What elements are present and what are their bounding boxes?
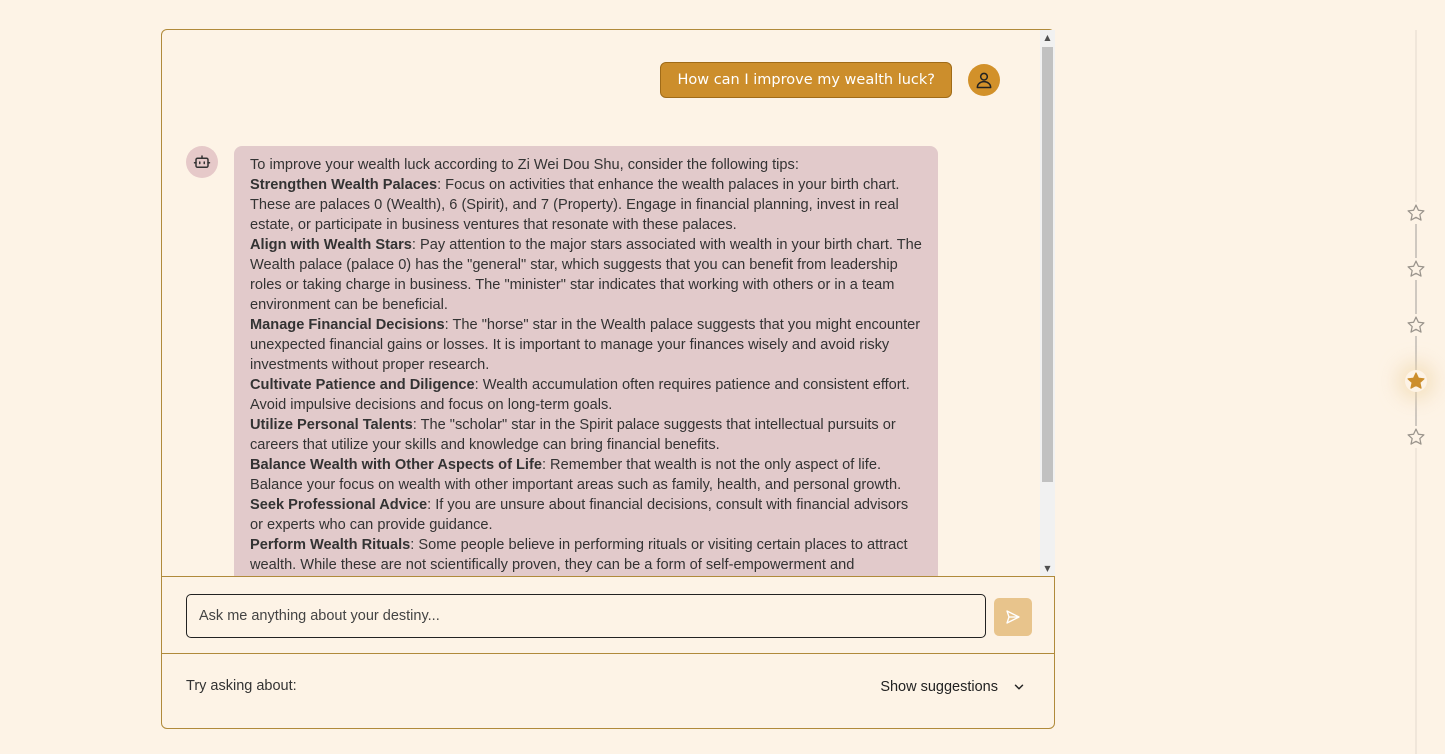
- chat-panel: [161, 29, 1055, 729]
- bot-tip-title: Utilize Personal Talents: [250, 417, 413, 433]
- scroll-up-arrow-icon[interactable]: ▲: [1044, 33, 1051, 42]
- bot-avatar: [186, 146, 218, 178]
- bot-tip-text: : Wealth accumulation often requires patience and consistent effort. Avoid impulsive decisions and focus on long-term goals.: [250, 377, 910, 413]
- suggestions-label: Try asking about:: [186, 678, 297, 694]
- star-icon[interactable]: [1405, 370, 1427, 392]
- star-icon[interactable]: [1405, 202, 1427, 224]
- bot-tip-title: Manage Financial Decisions: [250, 317, 445, 333]
- show-suggestions-button[interactable]: [880, 670, 1026, 704]
- bot-tip-text: : Pay attention to the major stars associated with wealth in your birth chart. The Wealth palace (palace 0) has the "general" star, which suggests that you can benefit from leadership roles or taking charge in business. The "minister" star indicates that working with others or in a team environment can be beneficial.: [250, 237, 922, 313]
- bot-tip-title: Seek Professional Advice: [250, 497, 428, 513]
- bot-tip-title: Perform Wealth Rituals: [250, 537, 411, 553]
- user-message-bubble: How can I improve my wealth luck?: [660, 62, 952, 98]
- show-suggestions-label: Show suggestions: [880, 679, 998, 695]
- bot-tip: [250, 175, 922, 235]
- send-icon: [1005, 609, 1021, 625]
- input-area: [162, 576, 1054, 654]
- bot-tip: [250, 455, 922, 495]
- send-button[interactable]: [994, 598, 1032, 636]
- bot-tip: [250, 535, 922, 575]
- scrollbar-thumb[interactable]: [1042, 47, 1053, 482]
- suggestions-bar: [162, 654, 1054, 728]
- message-scrollbar[interactable]: [1040, 30, 1055, 576]
- bot-tip-title: Strengthen Wealth Palaces: [250, 177, 438, 193]
- bot-tip-text: : The "scholar" star in the Spirit palace suggests that intellectual pursuits or careers that utilize your skills and knowledge can bring financial benefits.: [250, 417, 896, 453]
- bot-tip-text: : The "horse" star in the Wealth palace suggests that you might encounter unexpected financial gains or losses. It is important to manage your finances wisely and avoid risky investments without proper research.: [250, 317, 921, 373]
- bot-tip: [250, 415, 922, 455]
- bot-tip: [250, 315, 922, 375]
- bot-tip-title: Align with Wealth Stars: [250, 237, 412, 253]
- user-avatar: [968, 64, 1000, 96]
- bot-tip-title: Cultivate Patience and Diligence: [250, 377, 475, 393]
- bot-tip-text: : Some people believe in performing rituals or visiting certain places to attract wealth. While these are not scientifically proven, they can be a form of self-empowerment and: [250, 537, 908, 573]
- message-list: [162, 30, 1040, 576]
- bot-tip: [250, 375, 922, 415]
- robot-icon: [193, 153, 211, 171]
- bot-tip: [250, 235, 922, 315]
- bot-tip: [250, 495, 922, 535]
- star-icon[interactable]: [1405, 314, 1427, 336]
- star-icon[interactable]: [1405, 258, 1427, 280]
- bot-message-bubble: [234, 146, 938, 576]
- chevron-down-icon: [1012, 680, 1026, 694]
- bot-tip-text: : Remember that wealth is not the only aspect of life. Balance your focus on wealth with other important areas such as family, health, and personal growth.: [250, 457, 902, 493]
- chat-input[interactable]: [186, 594, 986, 638]
- bot-tip-text: : Focus on activities that enhance the wealth palaces in your birth chart. These are palaces 0 (Wealth), 6 (Spirit), and 7 (Property). Engage in financial planning, invest in real estate, or participate in business ventures that resonate with these palaces.: [250, 177, 900, 233]
- user-message-row: [660, 62, 1000, 98]
- bot-intro-text: To improve your wealth luck according to Zi Wei Dou Shu, consider the following tips:: [250, 157, 799, 173]
- star-icon[interactable]: [1405, 426, 1427, 448]
- bot-tip-title: Balance Wealth with Other Aspects of Life: [250, 457, 542, 473]
- user-icon: [974, 70, 994, 90]
- scroll-down-arrow-icon[interactable]: ▼: [1044, 564, 1051, 573]
- bot-tip-text: : If you are unsure about financial decisions, consult with financial advisors or experts who can provide guidance.: [250, 497, 909, 533]
